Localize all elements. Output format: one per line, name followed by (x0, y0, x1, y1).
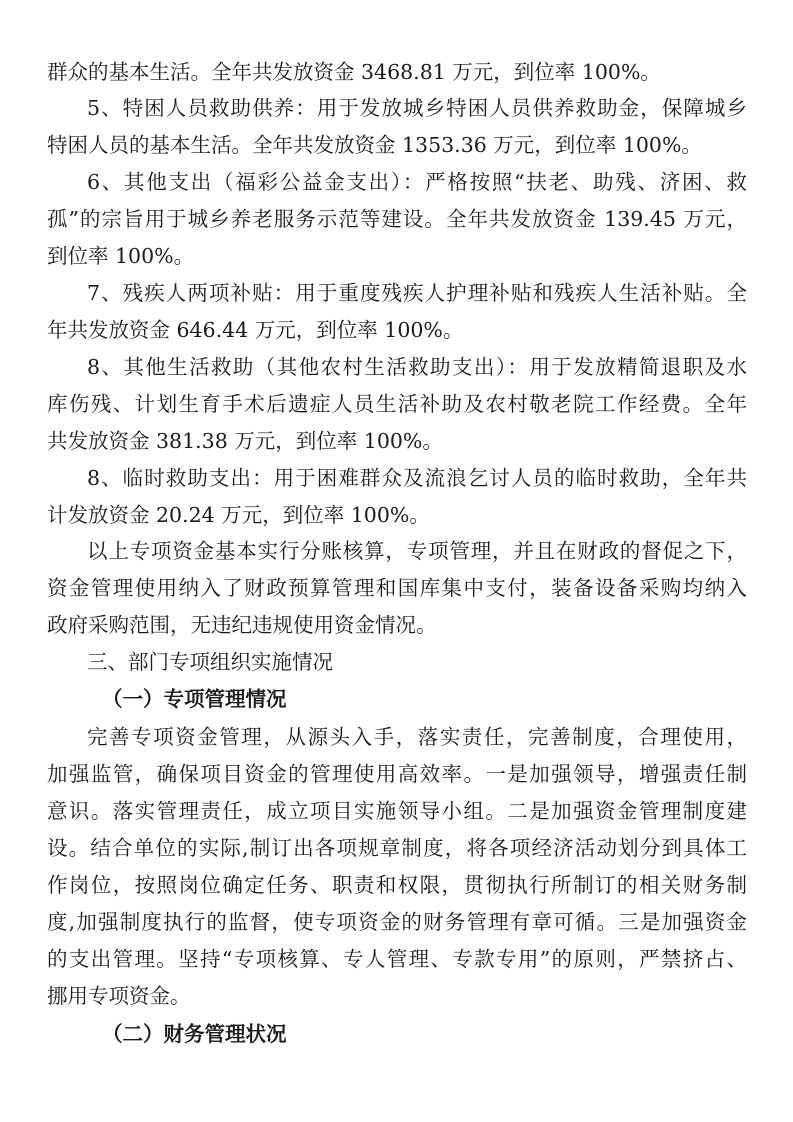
paragraph-line: 6、其他支出（福彩公益金支出）：严格按照“扶老、助残、济困、救 (87, 170, 747, 194)
paragraph-line: 5、特困人员救助供养：用于发放城乡特困人员供养救助金，保障城乡 (87, 96, 747, 120)
paragraph-line: 设。结合单位的实际,制订出各项规章制度，将各项经济活动划分到具体工 (47, 836, 747, 860)
paragraph-line: 意识。落实管理责任，成立项目实施领导小组。二是加强资金管理制度建 (47, 799, 747, 823)
paragraph-line: 孤”的宗旨用于城乡养老服务示范等建设。全年共发放资金 139.45 万元， (47, 207, 747, 231)
paragraph-line: 的支出管理。坚持“专项核算、专人管理、专款专用”的原则，严禁挤占、 (47, 947, 747, 971)
paragraph-line: 库伤残、计划生育手术后遗症人员生活补助及农村敬老院工作经费。全年 (47, 392, 747, 416)
paragraph-line: 加强监管，确保项目资金的管理使用高效率。一是加强领导，增强责任制 (47, 762, 747, 786)
paragraph-line: 资金管理使用纳入了财政预算管理和国库集中支付，装备设备采购均纳入 (47, 576, 747, 600)
paragraph-line: 年共发放资金 646.44 万元，到位率 100%。 (47, 318, 464, 342)
paragraph-line: 到位率 100%。 (47, 244, 195, 268)
paragraph-line: 挪用专项资金。 (47, 984, 191, 1008)
paragraph-line: 共发放资金 381.38 万元，到位率 100%。 (47, 429, 443, 453)
paragraph-line: 度,加强制度执行的监督，使专项资金的财务管理有章可循。三是加强资金 (47, 910, 747, 934)
subsection-heading: （二）财务管理状况 (102, 1022, 287, 1046)
paragraph-line: 群众的基本生活。全年共发放资金 3468.81 万元，到位率 100%。 (47, 60, 661, 84)
paragraph-line: 计发放资金 20.24 万元，到位率 100%。 (47, 503, 430, 527)
paragraph-line: 8、临时救助支出：用于困难群众及流浪乞讨人员的临时救助，全年共 (87, 466, 747, 490)
paragraph-line: 作岗位，按照岗位确定任务、职责和权限，贯彻执行所制订的相关财务制 (47, 873, 747, 897)
section-heading: 三、部门专项组织实施情况 (87, 650, 333, 674)
paragraph-line: 以上专项资金基本实行分账核算，专项管理，并且在财政的督促之下， (87, 539, 747, 563)
paragraph-line: 8、其他生活救助（其他农村生活救助支出）：用于发放精简退职及水 (87, 355, 747, 379)
paragraph-line: 7、残疾人两项补贴：用于重度残疾人护理补贴和残疾人生活补贴。全 (87, 281, 747, 305)
paragraph-line: 政府采购范围，无违纪违规使用资金情况。 (47, 613, 437, 637)
paragraph-line: 完善专项资金管理，从源头入手，落实责任，完善制度，合理使用， (87, 725, 747, 749)
subsection-heading: （一）专项管理情况 (102, 687, 287, 711)
paragraph-line: 特困人员的基本生活。全年共发放资金 1353.36 万元，到位率 100%。 (47, 133, 702, 157)
